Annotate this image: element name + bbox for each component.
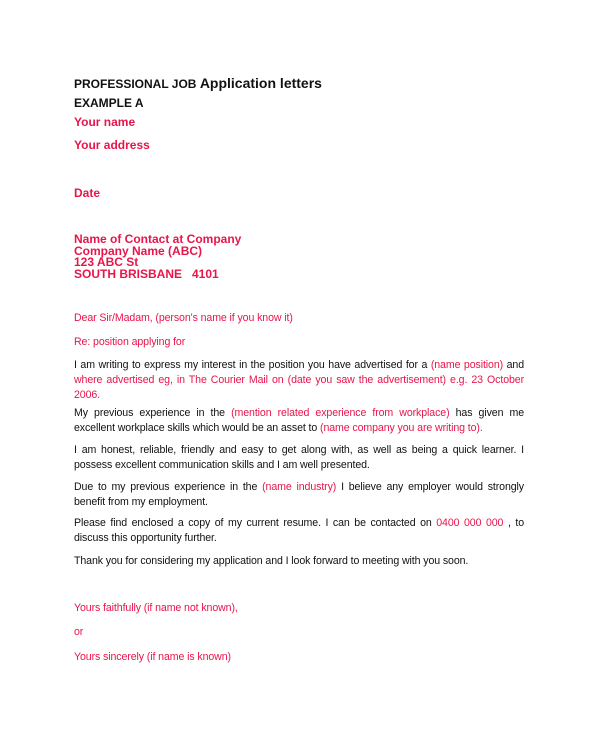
salutation-note: (person's name if you know it) xyxy=(155,312,293,324)
p5-phone-number: 0400 000 000 xyxy=(436,517,504,529)
p4-industry: (name industry) xyxy=(262,481,337,493)
p2-line-2 xyxy=(74,421,524,436)
paragraph-5 xyxy=(74,516,524,546)
recipient-city: SOUTH BRISBANE 4101 xyxy=(74,266,219,281)
p5-line-1 xyxy=(74,516,524,531)
recipient-company: Company Name (ABC) xyxy=(74,243,203,258)
p1-line-2: where advertised eg, in The Courier Mail on (date you saw the advertisement) e.g. 23 October xyxy=(74,374,524,386)
p4-text-a: Due to my previous experience in the xyxy=(74,481,258,493)
p5-line-2: discuss this opportunity further. xyxy=(74,532,217,544)
p4-line-1 xyxy=(74,480,524,495)
p2-text-a: My previous experience in the xyxy=(74,407,225,419)
sender-name: Your name xyxy=(74,115,136,129)
closing-faithfully: Yours faithfully (if name not known), xyxy=(74,602,238,614)
closing-sincerely: Yours sincerely (if name is known) xyxy=(74,651,231,663)
p2-text-d: excellent workplace skills which would be an asset to xyxy=(74,422,318,434)
recipient-street: 123 ABC St xyxy=(74,255,139,269)
sender-address: Your address xyxy=(74,138,150,152)
p1-line-3: 2006. xyxy=(74,389,101,401)
paragraph-1 xyxy=(74,358,524,403)
document-title xyxy=(74,75,322,91)
paragraph-6: Thank you for considering my application and I look forward to meeting with you soon. xyxy=(74,555,469,567)
p1-text-a: I am writing to express my interest in the position you have advertised for a xyxy=(74,359,428,371)
p3-line-2: possess excellent communication skills and I am well presented. xyxy=(74,459,370,471)
example-label: EXAMPLE A xyxy=(74,96,144,110)
salutation xyxy=(74,311,293,326)
title-prefix: PROFESSIONAL JOB xyxy=(74,77,197,91)
p2-company: (name company you are writing to). xyxy=(320,422,483,434)
re-line: Re: position applying for xyxy=(74,336,186,348)
p1-line-1 xyxy=(74,358,524,373)
paragraph-3 xyxy=(74,443,524,473)
p2-text-c: has given me xyxy=(455,407,525,419)
paragraph-2 xyxy=(74,406,524,436)
p3-line-1: I am honest, reliable, friendly and easy to get along with, as well as being a quick learner. I xyxy=(74,444,524,456)
p5-text-a: Please find enclosed a copy of my current resume. I can be contacted on xyxy=(74,517,432,529)
p1-text-c: and xyxy=(506,359,525,371)
closing-or: or xyxy=(74,626,84,638)
p5-text-c: , to xyxy=(507,517,525,529)
recipient-block xyxy=(74,234,241,280)
paragraph-4 xyxy=(74,480,524,510)
salutation-text: Dear Sir/Madam, xyxy=(74,312,153,324)
title-rest: Application letters xyxy=(199,75,322,91)
letter-date: Date xyxy=(74,186,101,200)
p1-name-position: (name position) xyxy=(430,359,504,371)
p2-experience: (mention related experience from workplace) xyxy=(231,407,450,419)
p4-text-c: I believe any employer would strongly xyxy=(341,481,525,493)
p2-line-1 xyxy=(74,406,524,421)
recipient-contact: Name of Contact at Company xyxy=(74,232,242,246)
p4-line-2: benefit from my employment. xyxy=(74,496,208,508)
